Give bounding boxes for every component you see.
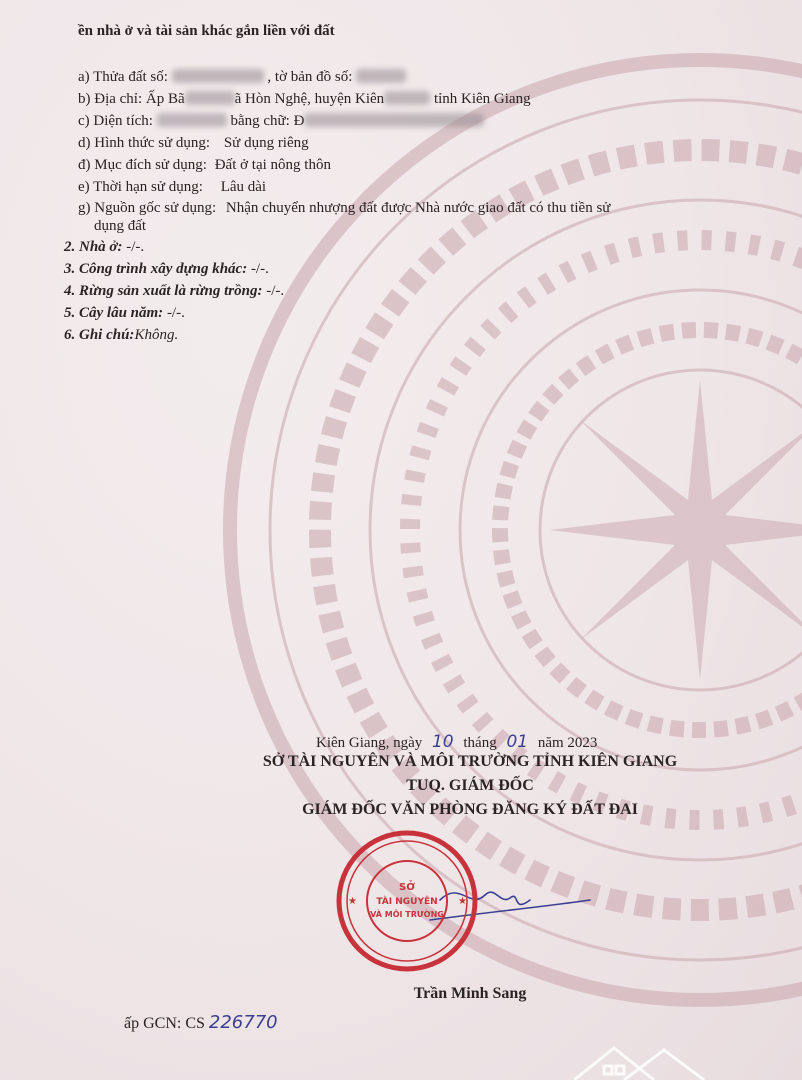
redacted-map-sheet	[356, 69, 406, 83]
label-usage-origin: g) Nguồn gốc sử dụng:	[78, 200, 217, 216]
area-in-words: bằng chữ: Đ	[230, 113, 305, 129]
issue-date	[316, 733, 597, 752]
item-notes	[64, 326, 178, 344]
label-other-construction: 3. Công trình xây dựng khác:	[64, 261, 248, 277]
field-area	[78, 112, 484, 130]
house-logo-watermark	[564, 1036, 714, 1080]
stamp-text-3: VÀ MÔI TRƯỜNG	[370, 910, 444, 919]
date-place: Kiên Giang, ngày	[316, 735, 423, 751]
field-usage-form	[78, 134, 309, 152]
date-day: 10	[431, 732, 454, 752]
svg-text:★: ★	[458, 896, 467, 907]
label-parcel: a) Thửa đất số:	[78, 69, 168, 85]
value-usage-form: Sử dụng riêng	[223, 135, 309, 151]
item-production-forest	[64, 282, 284, 300]
redacted-area	[157, 113, 227, 127]
field-parcel-number	[78, 68, 406, 86]
label-usage-form: d) Hình thức sử dụng:	[78, 135, 211, 151]
label-address: b) Địa chỉ: Ấp Bã	[78, 91, 185, 107]
certificate-number	[124, 1014, 278, 1033]
svg-text:★: ★	[348, 896, 357, 907]
value-usage-purpose: Đất ở tại nông thôn	[214, 157, 331, 173]
label-house: 2. Nhà ở:	[64, 239, 123, 255]
address-province: tỉnh Kiên Giang	[433, 91, 531, 107]
value-other-construction: -/-.	[250, 261, 269, 277]
address-mid: ã Hòn Nghệ, huyện Kiên	[234, 91, 385, 107]
field-usage-purpose	[78, 156, 331, 174]
value-house: -/-.	[126, 239, 145, 255]
field-usage-origin	[78, 199, 610, 217]
red-official-seal	[334, 828, 480, 974]
value-production-forest: -/-.	[266, 283, 285, 299]
field-address	[78, 90, 531, 108]
value-notes: Không.	[134, 327, 179, 343]
field-usage-term	[78, 178, 266, 196]
date-month: 01	[506, 732, 529, 752]
label-usage-term: e) Thời hạn sử dụng:	[78, 179, 203, 195]
label-area: c) Diện tích:	[78, 113, 153, 129]
label-notes: 6. Ghi chú:	[64, 327, 135, 343]
redacted-area-words	[304, 113, 484, 127]
item-house	[64, 238, 144, 256]
authority-proxy: TUQ. GIÁM ĐỐC	[406, 777, 534, 794]
redacted-hamlet	[185, 91, 235, 105]
item-other-construction	[64, 260, 269, 278]
label-perennial-trees: 5. Cây lâu năm:	[64, 305, 164, 321]
authority-department: SỞ TÀI NGUYÊN VÀ MÔI TRƯỜNG TỈNH KIÊN GIANG	[262, 753, 678, 770]
redacted-parcel	[172, 69, 264, 83]
date-month-label: tháng	[463, 735, 497, 751]
certificate-label: ấp GCN: CS	[124, 1015, 205, 1032]
header-line: ền nhà ở và tài sản khác gắn liền với đất	[78, 23, 335, 39]
redacted-district	[384, 91, 430, 105]
stamp-text-2: TÀI NGUYÊN	[376, 897, 438, 907]
stamp-text-1: SỞ	[399, 882, 415, 893]
value-perennial-trees: -/-.	[166, 305, 185, 321]
item-perennial-trees	[64, 304, 185, 322]
label-production-forest: 4. Rừng sản xuất là rừng trồng:	[64, 283, 263, 299]
label-usage-purpose: đ) Mục đích sử dụng:	[78, 157, 207, 173]
value-usage-origin-cont: dụng đất	[94, 218, 147, 234]
value-usage-term: Lâu dài	[220, 179, 267, 195]
value-usage-origin: Nhận chuyển nhượng đất được Nhà nước giao đất có thu tiền sử	[225, 200, 611, 216]
label-map-sheet: , tờ bản đồ số:	[267, 69, 353, 85]
authority-director: GIÁM ĐỐC VĂN PHÒNG ĐĂNG KÝ ĐẤT ĐAI	[302, 801, 638, 818]
certificate-serial: 226770	[208, 1012, 278, 1033]
signer-name: Trần Minh Sang	[413, 985, 527, 1002]
date-year: năm 2023	[537, 735, 598, 751]
